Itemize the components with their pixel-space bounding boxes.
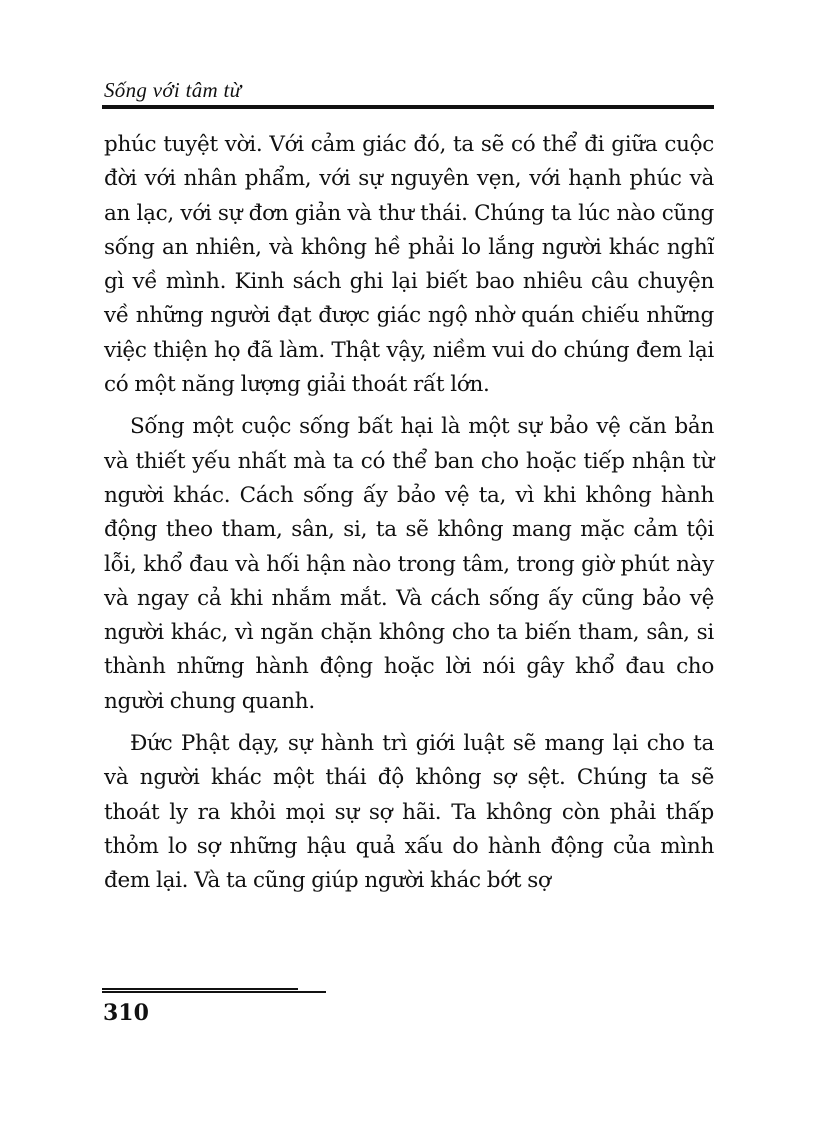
header-rule bbox=[102, 105, 714, 109]
running-header-title: Sống với tâm từ bbox=[104, 78, 242, 102]
paragraph-3: Đức Phật dạy, sự hành trì giới luật sẽ mang lại cho ta và người khác một thái độ không sợ sệt. Chúng ta sẽ thoát ly ra khỏi mọi sự sợ hãi. Ta không còn phải thấp thỏm lo sợ những hậu quả xấu do hành động của mình đem lại. Và ta cũng giúp người khác bớt sợ bbox=[104, 731, 714, 894]
footnote-rule bbox=[102, 991, 326, 993]
footnote-rule-thin bbox=[102, 988, 298, 990]
body-text bbox=[104, 128, 714, 899]
paragraph-1: phúc tuyệt vời. Với cảm giác đó, ta sẽ có thể đi giữa cuộc đời với nhân phẩm, với sự nguyên vẹn, với hạnh phúc và an lạc, với sự đơn giản và thư thái. Chúng ta lúc nào cũng sống an nhiên, và không hề phải lo lắng người khác nghĩ gì về mình. Kinh sách ghi lại biết bao nhiêu câu chuyện về những người đạt được giác ngộ nhờ quán chiếu những việc thiện họ đã làm. Thật vậy, niềm vui do chúng đem lại có một năng lượng giải thoát rất lớn. bbox=[104, 132, 714, 398]
paragraph-2: Sống một cuộc sống bất hại là một sự bảo vệ căn bản và thiết yếu nhất mà ta có thể ban cho hoặc tiếp nhận từ người khác. Cách sống ấy bảo vệ ta, vì khi không hành động theo tham, sân, si, ta sẽ không mang mặc cảm tội lỗi, khổ đau và hối hận nào trong tâm, trong giờ phút này và ngay cả khi nhắm mắt. Và cách sống ấy cũng bảo vệ người khác, vì ngăn chặn không cho ta biến tham, sân, si thành những hành động hoặc lời nói gây khổ đau cho người chung quanh. bbox=[104, 414, 714, 714]
page-number: 310 bbox=[103, 1000, 149, 1026]
